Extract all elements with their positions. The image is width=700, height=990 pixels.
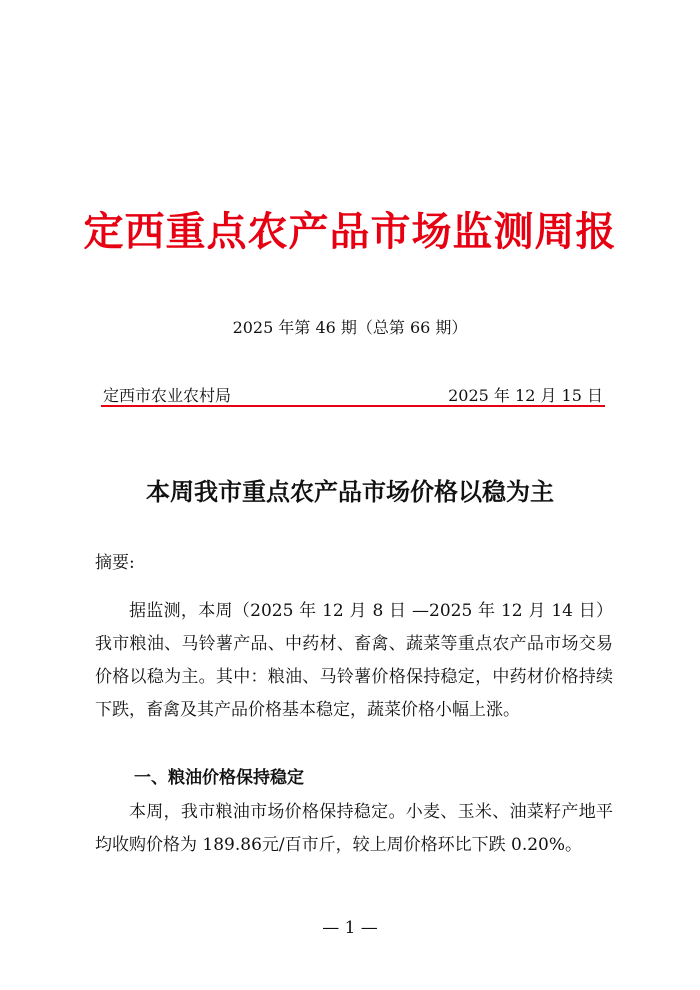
- issuer: 定西市农业农村局: [103, 386, 232, 405]
- section-heading-grain-oil: 一、粮油价格保持稳定: [134, 768, 304, 788]
- issue-number: 2025 年第 46 期（总第 66 期）: [232, 318, 468, 337]
- summary-label: 摘要:: [95, 553, 135, 573]
- summary-paragraph: 据监测，本周（2025 年 12 月 8 日 —2025 年 12 月 14 日）我市粮油、马铃薯产品、中药材、畜禽、蔬菜等重点农产品市场交易价格以稳为主。其中：粮油、马铃薯价格保持稳定，中药材价格持续下跌，畜禽及其产品价格基本稳定，蔬菜价格小幅上涨。: [95, 601, 613, 720]
- issue-date: 2025 年 12 月 15 日: [448, 386, 603, 405]
- page-number: — 1 —: [322, 918, 378, 938]
- masthead-title: 定西重点农产品市场监测周报: [83, 208, 617, 255]
- article-title: 本周我市重点农产品市场价格以稳为主: [146, 477, 554, 506]
- red-divider: [101, 405, 605, 407]
- section-paragraph-grain-oil: 本周，我市粮油市场价格保持稳定。小麦、玉米、油菜籽产地平均收购价格为 189.86元/百市斤，较上周价格环比下跌 0.20%。: [95, 802, 613, 855]
